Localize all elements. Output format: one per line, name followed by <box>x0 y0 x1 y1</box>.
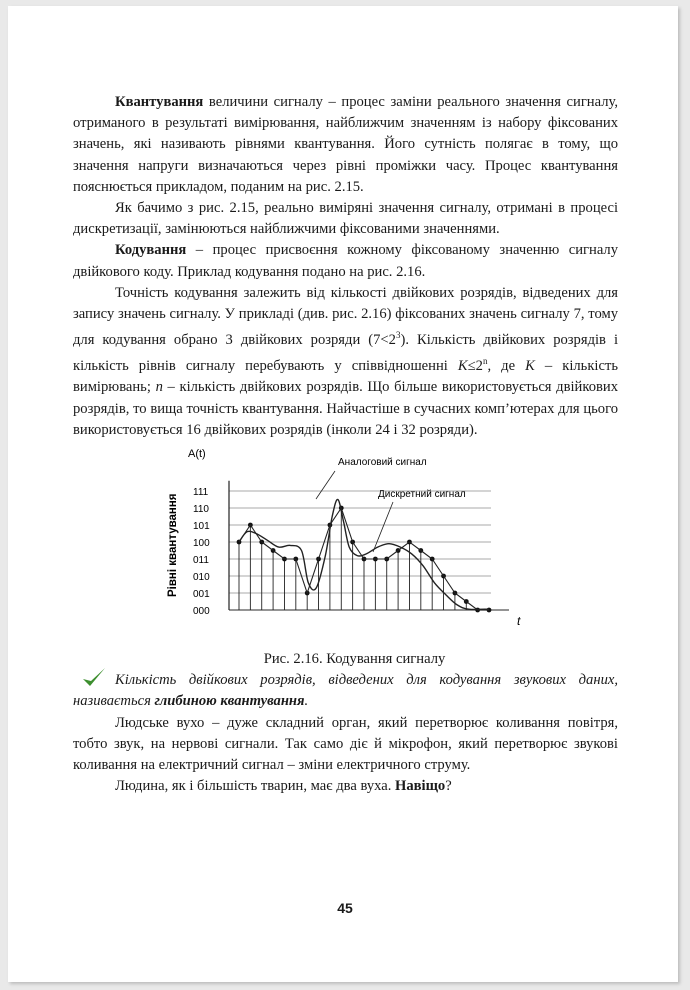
check-mark-icon <box>81 666 107 690</box>
paragraph-text: величини сигналу – процес заміни реального значення сигналу, отриманого в результаті вимірювання, найближчим значенням із набору фіксованих значень, які називають рівнями квантування. Його сутність полягає в тому, що значення напруги визначаються через рівні проміжки часу. Процес квантування пояснюється прикладом, поданим на рис. 2.15. <box>73 94 618 195</box>
question-word: Навіщо <box>395 778 446 795</box>
page-content <box>73 92 618 797</box>
label-analog-signal: Аналоговий сигнал <box>338 456 427 468</box>
figure-signal-coding <box>73 447 618 649</box>
superscript: 3 <box>395 330 401 341</box>
level-label: 111 <box>193 486 209 498</box>
definition-text: . <box>304 693 309 710</box>
quantization-levels <box>193 481 509 617</box>
paragraph-text: – кількість двійкових розрядів. Що більше використовується двійкових розрядів, то вища точність квантування. Найчастіше в сучасних комп’ютерах для цього використовується 16 двійкових розрядів (інколи 24 і 32 розряди). <box>73 379 618 438</box>
paragraph-quantization <box>73 92 618 198</box>
pointer-analog <box>316 471 335 499</box>
signal-coding-diagram <box>73 447 618 649</box>
paragraph-text: , де <box>487 358 526 375</box>
paragraph-question <box>73 776 618 797</box>
paragraph-text: – кількість вимірювань; <box>73 358 618 396</box>
y-axis-label: A(t) <box>188 447 206 460</box>
figure-caption: Рис. 2.16. Кодування сигналу <box>263 650 446 667</box>
paragraph-accuracy <box>73 283 618 441</box>
x-axis-label: t <box>517 613 521 628</box>
level-label: 001 <box>193 588 210 600</box>
term-coding: Кодування <box>115 242 187 259</box>
level-label: 101 <box>193 520 210 532</box>
paragraph-text: Людина, як і більшість тварин, має два вуха. <box>115 778 396 795</box>
y-axis-title: Рівні квантування <box>167 493 179 597</box>
paragraph-example: Як бачимо з рис. 2.15, реально виміряні значення сигналу, отримані в процесі дискретизації, замінюються найближчими фіксованими значеннями. <box>73 200 618 238</box>
level-label: 110 <box>193 503 209 515</box>
level-label: 011 <box>193 554 209 566</box>
paragraph-text: Точність кодування залежить від кількості двійкових розрядів, відведених для запису значень сигналу. У прикладі (див. рис. 2.16) фіксованих значень сигналу 7, тому для кодування обрано 3 двійкових розряди (7<2 <box>73 284 618 349</box>
var-k: K <box>525 358 535 375</box>
level-label: 000 <box>193 605 210 617</box>
level-label: 010 <box>193 571 210 583</box>
level-label: 100 <box>193 537 210 549</box>
paragraph-text: ? <box>445 778 452 795</box>
paragraph-coding <box>73 240 618 282</box>
term-quantization-depth: глибиною квантування <box>154 693 305 710</box>
definition-block <box>73 670 618 712</box>
definition-text: Кількість двійкових розрядів, відведених для кодування звукових даних, називається <box>73 672 618 710</box>
var-n: n <box>155 379 163 396</box>
var-k: K <box>457 358 468 375</box>
superscript: n <box>482 356 488 367</box>
paragraph-text: – процес присвоєння кожному фіксованому значенню сигналу двійкового коду. Приклад кодування подано на рис. 2.16. <box>73 242 618 280</box>
paragraph-ear: Людське вухо – дуже складний орган, який перетворює коливання повітря, тобто звук, на нервові сигнали. Так само діє й мікрофон, який перетворює звукові коливання на електричний сигнал – зміни електричного струму. <box>73 714 618 773</box>
paragraph-text: ). Кількість двійкових розрядів і кількість рівнів сигналу перебувають у співвідношенні <box>73 332 618 375</box>
page-number: 45 <box>337 900 353 916</box>
paragraph-text: ≤2 <box>467 358 483 375</box>
label-discrete-signal: Дискретний сигнал <box>378 488 466 500</box>
term-quantization: Квантування <box>115 94 204 110</box>
